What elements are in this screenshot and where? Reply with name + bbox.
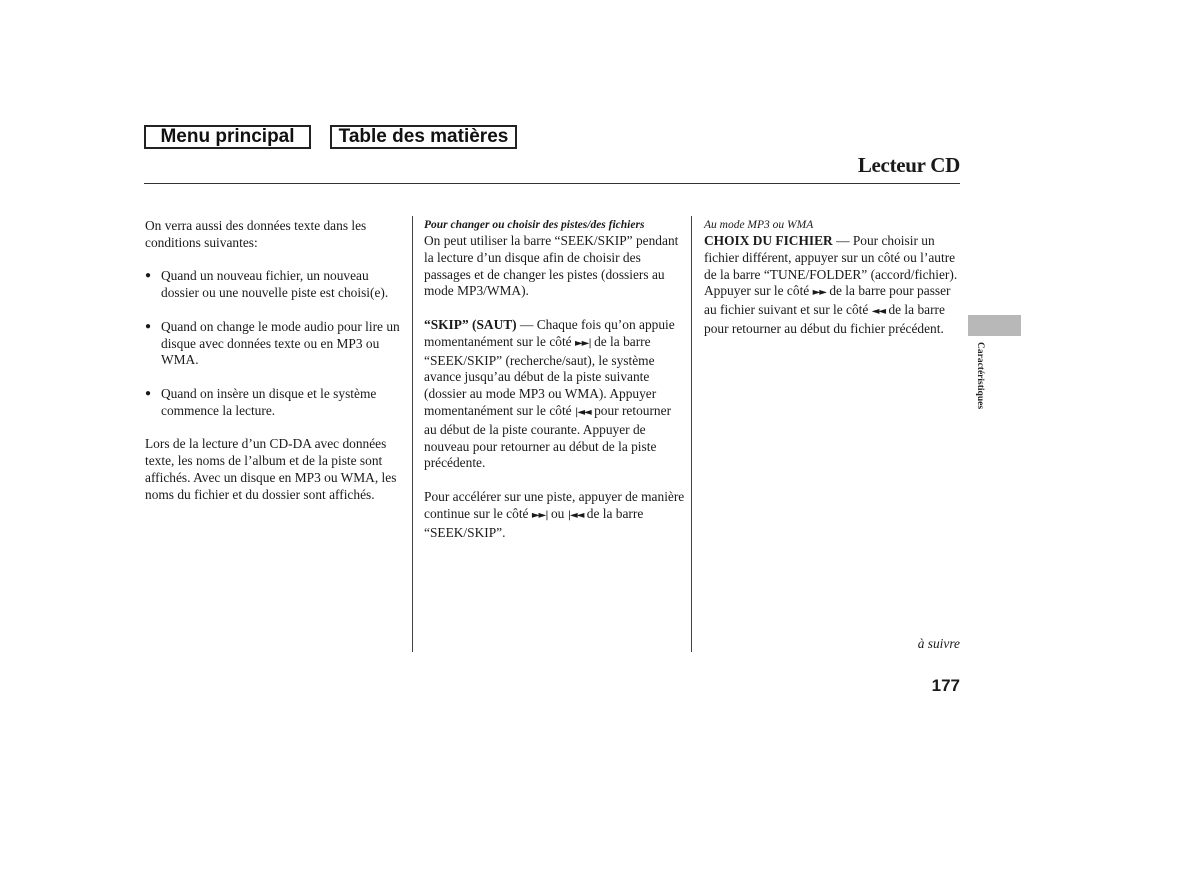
file-select-paragraph: CHOIX DU FICHIER — Pour choisir un fichier différent, appuyer sur un côté ou l’autre de la barre “TUNE/FOLDER” (accord/fichier). Appuyer sur le côté ►► de la barre pour passer au fichier suivant et sur le côté ◄◄ de la barre pour retourner au début du fichier précédent. [704, 233, 958, 336]
intro-text: On verra aussi des données texte dans les conditions suivantes: [145, 218, 367, 250]
bullet-icon: ● [145, 270, 152, 282]
fast-forward-icon: ►► [812, 287, 826, 299]
bullet-item: ● Quand un nouveau fichier, un nouveau dossier ou une nouvelle piste est choisi(e). [145, 268, 389, 301]
section-subheading: Pour changer ou choisir des pistes/des fichiers [424, 219, 645, 231]
rewind-icon: ◄◄ [871, 306, 886, 318]
column-divider-2 [691, 216, 692, 652]
skip-previous-icon: |◄◄ [567, 509, 584, 521]
fast-forward-paragraph: Pour accélérer sur une piste, appuyer de manière continue sur le côté ►►| ou |◄◄ de la barre “SEEK/SKIP”. [424, 488, 685, 540]
page-number: 177 [931, 676, 960, 695]
seek-skip-intro: On peut utiliser la barre “SEEK/SKIP” pendant la lecture d’un disque afin de choisir des passages et de changer les pistes (dossiers au mode MP3/WMA). [424, 233, 679, 299]
header-rule [144, 183, 960, 184]
skip-paragraph: “SKIP” (SAUT) — Chaque fois qu’on appuie momentanément sur le côté ►►| de la barre “SEEK/SKIP” (recherche/saut), le système avance jusqu’au début de la piste suivante (dossier au mode MP3 ou WMA). Appuyer momentanément sur le côté |◄◄ pour retourner au début de la piste courante. Appuyer de nouveau pour retourner au début de la piste précédente. [424, 316, 675, 471]
section-side-label: Caractéristiques [975, 342, 985, 410]
bullet-icon: ● [145, 320, 152, 332]
mode-caption: Au mode MP3 ou WMA [704, 219, 814, 231]
skip-next-icon: ►►| [531, 509, 548, 521]
page-title: Lecteur CD [857, 153, 960, 177]
skip-next-icon: ►►| [574, 337, 591, 349]
skip-previous-icon: |◄◄ [574, 406, 591, 418]
bullet-item: ● Quand on change le mode audio pour lire un disque avec données texte ou en MP3 ou WMA. [145, 318, 400, 368]
continued-note: à suivre [917, 636, 960, 651]
column-1 [145, 218, 403, 504]
table-of-contents-button[interactable]: Table des matières [330, 125, 517, 149]
bullet-item: ● Quand on insère un disque et le système commence la lecture. [145, 385, 377, 418]
skip-term: “SKIP” (SAUT) [424, 316, 517, 332]
column-2 [424, 218, 686, 541]
column-3 [704, 218, 960, 338]
column-divider-1 [412, 216, 413, 652]
bullet-icon: ● [145, 387, 152, 399]
section-tab-marker [968, 315, 1021, 336]
closing-text: Lors de la lecture d’un CD-DA avec données texte, les noms de l’album et de la piste sont affichés. Avec un disque en MP3 ou WMA, les noms du fichier et du dossier sont affichés. [145, 436, 397, 502]
file-select-term: CHOIX DU FICHIER [704, 233, 833, 248]
main-menu-button[interactable]: Menu principal [144, 125, 311, 149]
